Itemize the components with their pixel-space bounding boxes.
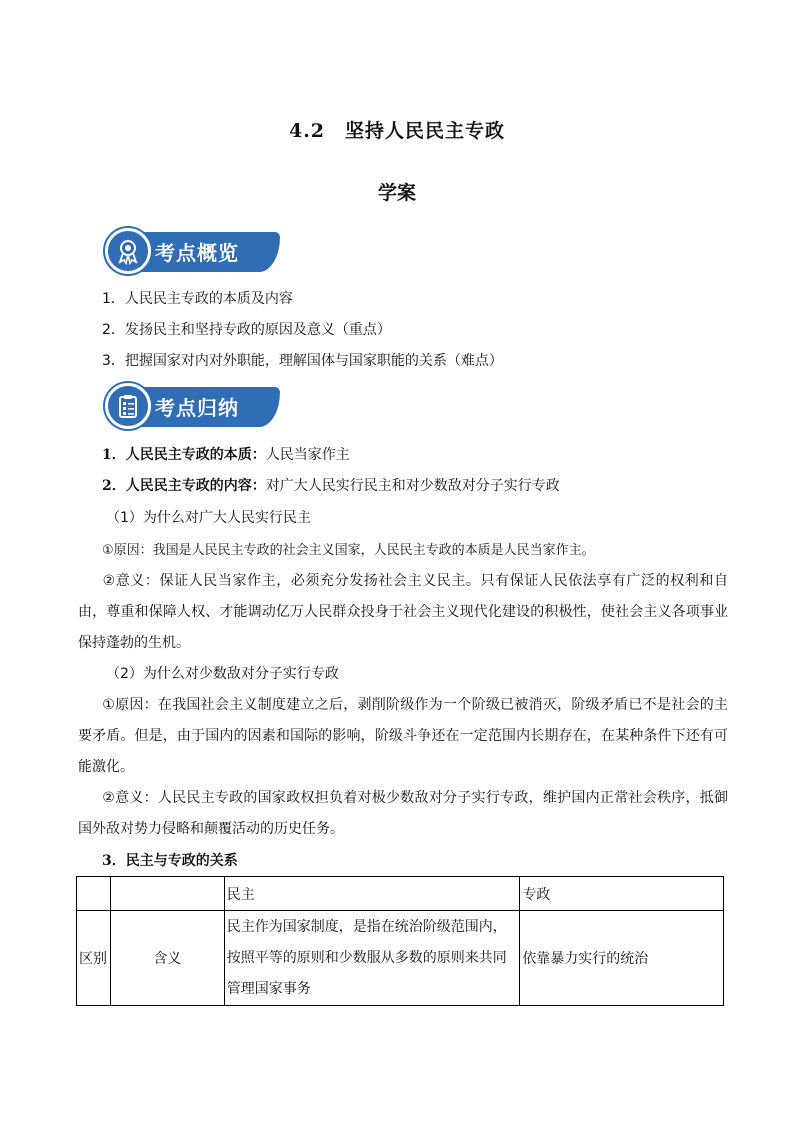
subheading-1: （1）为什么对广大人民实行民主	[106, 510, 311, 526]
point-1	[102, 445, 350, 465]
table-header-row	[77, 877, 724, 911]
point-3	[102, 851, 238, 871]
point-3-key: 3．民主与专政的关系	[102, 853, 238, 869]
paragraph-sub2-reason: ①原因：在我国社会主义制度建立之后，剥削阶级作为一个阶级已被消灭，阶级矛盾已不是社会的主要矛盾。但是，由于国内的因素和国际的影响，阶级斗争还在一定范围内长期存在，在某种条件下还有可能激化。	[78, 697, 728, 775]
point-2-key: 2．人民民主专政的内容：	[102, 478, 266, 494]
section-header-label: 考点概览	[155, 241, 239, 265]
section-header-summary	[105, 383, 280, 429]
overview-item-3: 3．把握国家对内对外职能，理解国体与国家职能的关系（难点）	[102, 353, 503, 369]
paragraph-sub1-meaning: ②意义：保证人民当家作主，必须充分发扬社会主义民主。只有保证人民依法享有广泛的权利和自由，尊重和保障人权、才能调动亿万人民群众投身于社会主义现代化建设的积极性，使社会主义各项事业保持蓬勃的生机。	[78, 573, 728, 651]
table-cell-group: 区别	[77, 911, 111, 1006]
page-subtitle: 学案	[377, 182, 416, 204]
point-2	[102, 476, 560, 496]
table-header-cell	[110, 877, 224, 911]
table-cell-dictatorship: 依靠暴力实行的统治	[520, 911, 724, 1006]
table-header-cell: 民主	[224, 877, 520, 911]
point-1-text: 人民当家作主	[265, 447, 350, 463]
overview-item-1: 1．人民民主专政的本质及内容	[102, 291, 293, 307]
section-header-label: 考点归纳	[155, 396, 239, 420]
table-cell-label: 含义	[110, 911, 224, 1006]
point-1-key: 1．人民民主专政的本质：	[102, 447, 266, 463]
paragraph-sub1-reason: ①原因：我国是人民民主专政的社会主义国家，人民民主专政的本质是人民当家作主。	[102, 543, 595, 558]
subheading-2: （2）为什么对少数敌对分子实行专政	[106, 666, 339, 682]
table-cell-democracy: 民主作为国家制度，是指在统治阶级范围内，按照平等的原则和少数服从多数的原则来共同管理国家事务	[224, 911, 520, 1006]
page-title: 4.2 坚持人民民主专政	[288, 120, 506, 142]
point-2-text: 对广大人民实行民主和对少数敌对分子实行专政	[265, 478, 560, 494]
clipboard-checklist-icon	[105, 383, 151, 429]
award-ribbon-icon	[105, 228, 151, 274]
table-header-cell: 专政	[520, 877, 724, 911]
section-header-overview	[105, 228, 280, 274]
table-row	[77, 911, 724, 1006]
paragraph-sub2-meaning: ②意义：人民民主专政的国家政权担负着对极少数敌对分子实行专政，维护国内正常社会秩序，抵御国外敌对势力侵略和颠覆活动的历史任务。	[78, 790, 728, 837]
overview-item-2: 2．发扬民主和坚持专政的原因及意义（重点）	[102, 322, 391, 338]
table-header-cell	[77, 877, 111, 911]
democracy-dictatorship-table	[76, 876, 724, 1006]
